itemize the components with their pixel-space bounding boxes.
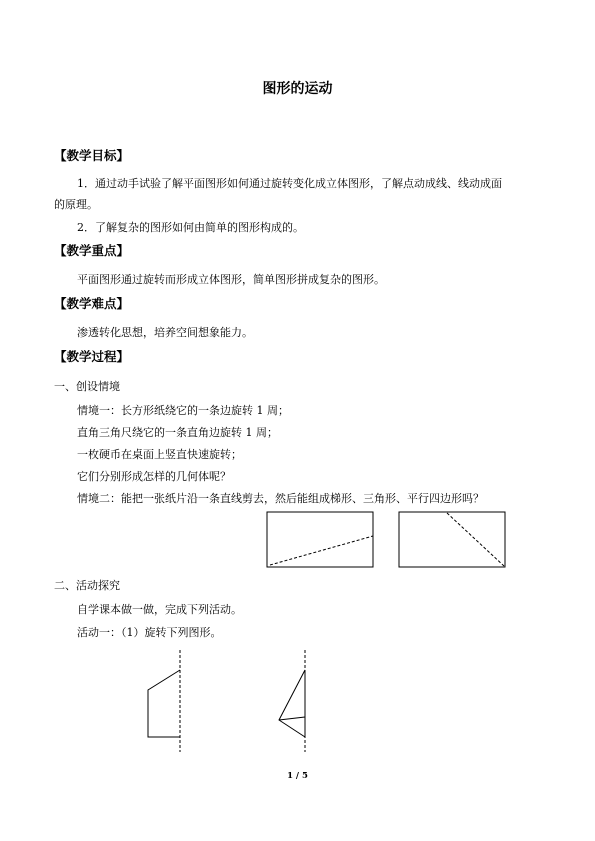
key-points-text: 平面图形通过旋转而形成立体图形，简单图形拼成复杂的图形。 [77, 273, 385, 286]
rectangle-cut-figure-2 [399, 512, 505, 567]
key-points-heading: 【教学重点】 [54, 243, 130, 258]
process-heading: 【教学过程】 [54, 349, 130, 364]
activity-1: 活动一：（1）旋转下列图形。 [77, 626, 222, 639]
scenario-line-4: 它们分别形成怎样的几何体呢？ [77, 470, 231, 483]
difficulties-text: 渗透转化思想，培养空间想象能力。 [77, 326, 253, 339]
part-2-title: 二、活动探究 [54, 579, 120, 592]
scenario-line-1: 情境一：长方形纸绕它的一条边旋转 1 周； [77, 404, 289, 417]
rectangle-cut-figure-1 [267, 512, 373, 567]
page-number: 1 / 5 [287, 771, 308, 781]
page-title: 图形的运动 [262, 81, 333, 97]
goals-item-2: 2．了解复杂的图形如何由简单的图形构成的。 [77, 221, 304, 234]
trapezoid-rotation-figure [148, 650, 180, 752]
triangle-rotation-figure [279, 650, 305, 752]
scenario-line-3: 一枚硬币在桌面上竖直快速旋转； [77, 448, 242, 461]
activity-intro: 自学课本做一做，完成下列活动。 [77, 603, 242, 616]
scenario-line-2: 直角三角尺绕它的一条直角边旋转 1 周； [77, 426, 278, 439]
goals-heading: 【教学目标】 [54, 148, 130, 163]
goals-item-1-line-2: 的原理。 [54, 198, 98, 211]
goals-item-1-line-1: 1．通过动手试验了解平面图形如何通过旋转变化成立体图形，了解点动成线、线动成面 [77, 177, 502, 190]
part-1-title: 一、创设情境 [54, 380, 120, 393]
difficulties-heading: 【教学难点】 [54, 296, 130, 311]
scenario-line-5: 情境二：能把一张纸片沿一条直线剪去，然后能组成梯形、三角形、平行四边形吗？ [77, 492, 484, 505]
